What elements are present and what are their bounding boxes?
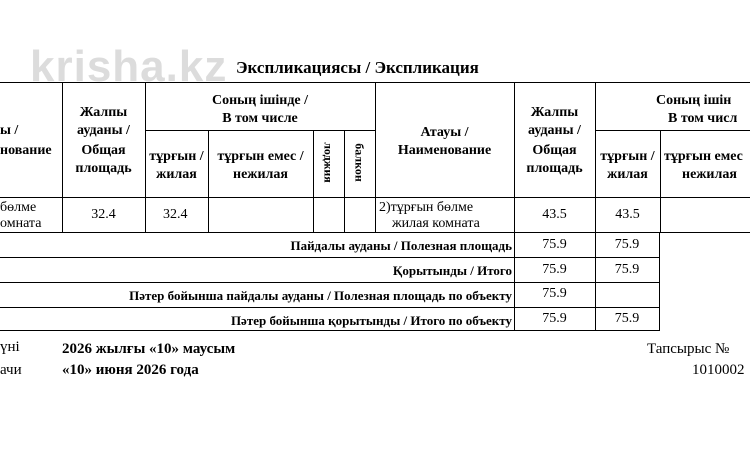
page-title: Экспликациясы / Экспликация xyxy=(236,58,479,77)
summary-label-object-total: Пәтер бойынша қорытынды / Итого по объекту xyxy=(230,313,512,328)
watermark: krisha.kz xyxy=(30,42,228,91)
left-living-header-2: жилая xyxy=(156,167,197,182)
left-total-header-3: Общая xyxy=(81,143,126,158)
date-kz: 2026 жылғы «10» маусым xyxy=(62,341,236,357)
right-total-header-1: Жалпы xyxy=(530,105,579,120)
right-nonliving-header-2: нежилая xyxy=(682,167,737,182)
left-total-header-1: Жалпы xyxy=(79,105,128,120)
summary-total-object-total: 75.9 xyxy=(542,311,567,326)
left-row-name-2: омната xyxy=(0,216,42,231)
left-total-header-2: ауданы / xyxy=(77,123,130,138)
order-number: 1010002 xyxy=(692,362,745,378)
summary-label-useful: Пайдалы ауданы / Полезная площадь xyxy=(290,238,512,253)
left-name-header-1: ы / xyxy=(0,123,19,138)
left-name-header-2: нование xyxy=(0,143,52,158)
right-total-header-2: ауданы / xyxy=(528,123,581,138)
left-row-living: 32.4 xyxy=(163,207,188,222)
summary-total-useful: 75.9 xyxy=(542,237,567,252)
left-including-header-1: Соның ішінде / xyxy=(211,93,309,108)
right-row-name-1: 2)тұрғын бөлме xyxy=(379,200,474,215)
left-nonliving-header-1: тұрғын емес / xyxy=(217,149,304,164)
right-name-header-1: Атауы / xyxy=(420,125,469,140)
order-label: Тапсырыс № xyxy=(647,341,730,357)
left-row-name-1: бөлме xyxy=(0,200,37,215)
left-nonliving-header-2: нежилая xyxy=(233,167,288,182)
right-living-header-1: тұрғын / xyxy=(600,149,655,164)
summary-total-total: 75.9 xyxy=(542,262,567,277)
loggia-header: лоджия xyxy=(321,142,336,183)
summary-living-total: 75.9 xyxy=(614,262,640,277)
right-total-header-3: Общая xyxy=(532,143,577,158)
right-total-header-4: площадь xyxy=(526,161,583,176)
right-row-living: 43.5 xyxy=(615,207,640,222)
balcony-header: балкон xyxy=(352,143,367,182)
right-nonliving-header-1: тұрғын емес xyxy=(664,149,743,164)
date-ru: «10» июня 2026 года xyxy=(62,362,199,378)
right-including-header-1: Соның ішін xyxy=(656,93,732,108)
summary-total-object-useful: 75.9 xyxy=(542,286,567,301)
footer-label-2: ачи xyxy=(0,362,22,378)
left-total-header-4: площадь xyxy=(75,161,132,176)
summary-living-useful: 75.9 xyxy=(614,237,640,252)
summary-label-object-useful: Пәтер бойынша пайдалы ауданы / Полезная площадь по объекту xyxy=(129,288,512,303)
right-row-name-2: жилая комната xyxy=(392,216,480,231)
right-row-total: 43.5 xyxy=(542,207,567,222)
left-living-header-1: тұрғын / xyxy=(149,149,204,164)
right-including-header-2: В том числ xyxy=(668,111,738,126)
left-row-total: 32.4 xyxy=(91,207,116,222)
footer-label-1: үні xyxy=(0,339,20,355)
summary-living-object-total: 75.9 xyxy=(614,311,640,326)
left-including-header-2: В том числе xyxy=(222,111,298,126)
right-living-header-2: жилая xyxy=(607,167,648,182)
right-name-header-2: Наименование xyxy=(397,143,492,158)
summary-label-total: Қорытынды / Итого xyxy=(392,263,512,278)
